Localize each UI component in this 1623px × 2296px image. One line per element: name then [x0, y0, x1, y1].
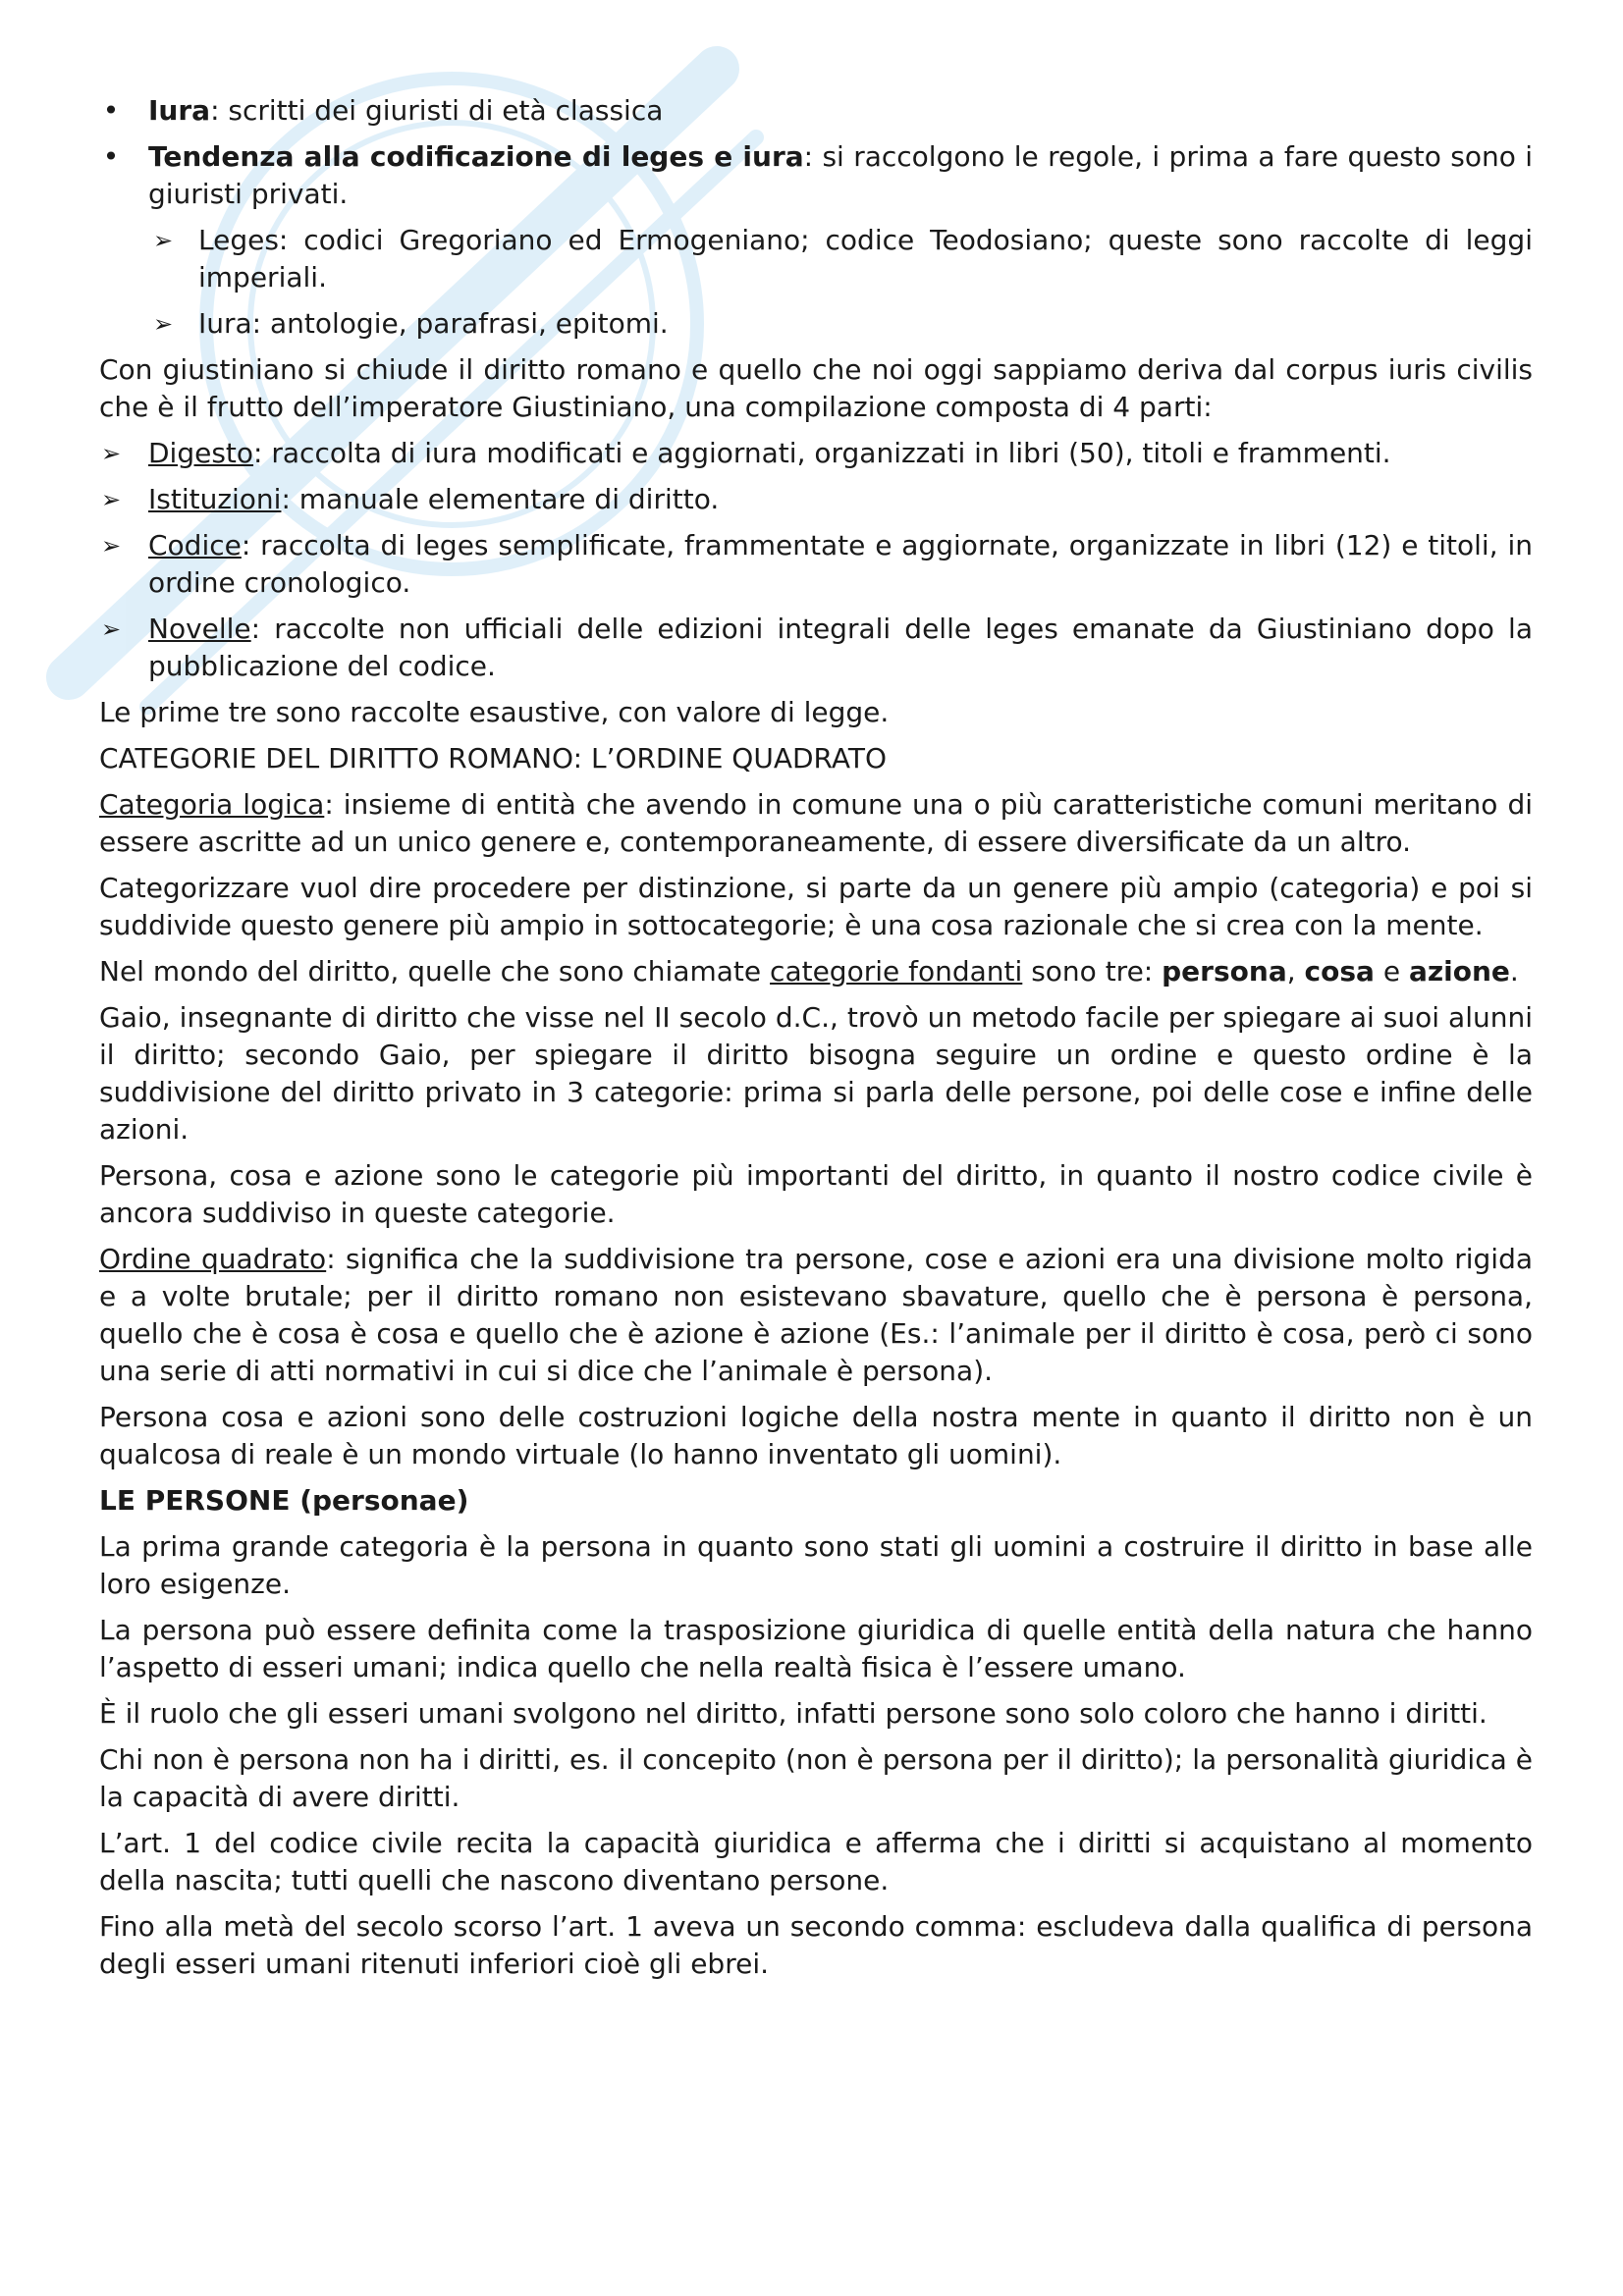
- term: Ordine quadrato: [99, 1243, 327, 1275]
- paragraph-costruzioni: Persona cosa e azioni sono delle costruzioni logiche della nostra mente in quanto il diritto non è un qualcosa di reale è un mondo virtuale (lo hanno inventato gli uomini).: [99, 1401, 1533, 1470]
- item-text: : raccolta di leges semplificate, frammentate e aggiornate, organizzate in libri (12) e titoli, in ordine cronologico.: [148, 529, 1533, 599]
- list-item-iura: [99, 92, 1533, 130]
- paragraph-categorizzare: Categorizzare vuol dire procedere per distinzione, si parte da un genere più ampio (categoria) e poi si suddivide questo genere più ampio in sottocategorie; è una cosa razionale che si crea con la mente.: [99, 872, 1533, 941]
- text-span: .: [1509, 955, 1519, 988]
- term: Iura: [148, 94, 211, 127]
- term: Digesto: [148, 437, 254, 469]
- list-item-novelle: [99, 611, 1533, 685]
- paragraph-ruolo: È il ruolo che gli esseri umani svolgono nel diritto, infatti persone sono solo coloro che hanno i diritti.: [99, 1697, 1488, 1730]
- arrow-bullet-icon: ➢: [100, 486, 122, 513]
- paragraph-persona-cosa: Persona, cosa e azione sono le categorie più importanti del diritto, in quanto il nostro codice civile è ancora suddiviso in queste categorie.: [99, 1159, 1533, 1229]
- term: Novelle: [148, 613, 251, 645]
- paragraph-text: : significa che la suddivisione tra persone, cose e azioni era una divisione molto rigida e a volte brutale; per il diritto romano non esistevano sbavature, quello che è persona è persona, quello che è cosa è cosa e quello che è azione è azione (Es.: l’animale per il diritto è cosa, però ci sono una serie di atti normativi in cui si dice che l’animale è persona).: [99, 1243, 1534, 1387]
- heading-persone: LE PERSONE (personae): [99, 1484, 469, 1517]
- paragraph-definita: La persona può essere definita come la trasposizione giuridica di quelle entità della natura che hanno l’aspetto di esseri umani; indica quello che nella realtà fisica è l’essere umano.: [99, 1614, 1533, 1683]
- list-item-codice: [99, 527, 1533, 602]
- list-item-tendenza: [99, 138, 1533, 213]
- paragraph-ordine-quadrato: [99, 1241, 1533, 1390]
- term: Categoria logica: [99, 788, 325, 821]
- term: categorie fondanti: [770, 955, 1023, 988]
- text-span: ,: [1286, 955, 1305, 988]
- list-item-istituzioni: [99, 481, 1533, 518]
- paragraph-corpus: Con giustiniano si chiude il diritto romano e quello che noi oggi sappiamo deriva dal corpus iuris civilis che è il frutto dell’imperatore Giustiniano, una compilazione composta di 4 parti:: [99, 353, 1533, 423]
- text-span: sono tre:: [1022, 955, 1163, 988]
- bold-cosa: cosa: [1304, 955, 1375, 988]
- arrow-bullet-icon: ➢: [100, 440, 122, 467]
- paragraph-prima-grande: La prima grande categoria è la persona in quanto sono stati gli uomini a costruire il diritto in base alle loro esigenze.: [99, 1530, 1533, 1600]
- item-text: Iura: antologie, parafrasi, epitomi.: [198, 307, 669, 340]
- document-page: [99, 92, 1533, 1992]
- bullet-icon: •: [102, 140, 120, 173]
- list-item-digesto: [99, 435, 1533, 472]
- item-text: : raccolta di iura modificati e aggiornati, organizzati in libri (50), titoli e frammenti.: [253, 437, 1391, 469]
- paragraph-prime-tre: Le prime tre sono raccolte esaustive, con valore di legge.: [99, 696, 890, 728]
- item-text: : si raccolgono le regole, i prima a fare questo sono i giuristi privati.: [148, 140, 1533, 210]
- arrow-bullet-icon: ➢: [152, 310, 174, 338]
- heading-categorie: CATEGORIE DEL DIRITTO ROMANO: L’ORDINE QUADRATO: [99, 742, 887, 774]
- term: Codice: [148, 529, 242, 561]
- arrow-bullet-icon: ➢: [152, 227, 174, 254]
- term: Tendenza alla codificazione di leges e iura: [148, 140, 804, 173]
- paragraph-chi-non: Chi non è persona non ha i diritti, es. il concepito (non è persona per il diritto); la personalità giuridica è la capacità di avere diritti.: [99, 1743, 1533, 1813]
- bullet-icon: •: [102, 94, 120, 127]
- paragraph-categoria-logica: [99, 786, 1533, 861]
- item-text: : raccolte non ufficiali delle edizioni integrali delle leges emanate da Giustiniano dopo la pubblicazione del codice.: [148, 613, 1533, 682]
- paragraph-art1: L’art. 1 del codice civile recita la capacità giuridica e afferma che i diritti si acquistano al momento della nascita; tutti quelli che nascono diventano persone.: [99, 1827, 1533, 1896]
- bold-persona: persona: [1162, 955, 1287, 988]
- text-span: Nel mondo del diritto, quelle che sono chiamate: [99, 955, 771, 988]
- paragraph-categorie-fondanti: [99, 953, 1533, 990]
- bold-azione: azione: [1408, 955, 1510, 988]
- term: Istituzioni: [148, 483, 282, 515]
- text-span: e: [1374, 955, 1409, 988]
- list-item-leges: [99, 222, 1533, 296]
- arrow-bullet-icon: ➢: [100, 532, 122, 560]
- paragraph-text: : insieme di entità che avendo in comune una o più caratteristiche comuni meritano di essere ascritte ad un unico genere e, contemporaneamente, di essere diversificate da un altro.: [99, 788, 1533, 858]
- paragraph-fino: Fino alla metà del secolo scorso l’art. 1 aveva un secondo comma: escludeva dalla qualifica di persona degli esseri umani ritenuti inferiori cioè gli ebrei.: [99, 1910, 1533, 1980]
- item-text: : scritti dei giuristi di età classica: [210, 94, 664, 127]
- list-item-iura-antologie: [99, 305, 1533, 343]
- item-text: : manuale elementare di diritto.: [281, 483, 720, 515]
- paragraph-gaio: Gaio, insegnante di diritto che visse nel II secolo d.C., trovò un metodo facile per spiegare ai suoi alunni il diritto; secondo Gaio, per spiegare il diritto bisogna seguire un ordine e questo ordine è la suddivisione del diritto privato in 3 categorie: prima si parla delle persone, poi delle cose e infine delle azioni.: [99, 1001, 1533, 1146]
- item-text: Leges: codici Gregoriano ed Ermogeniano; codice Teodosiano; queste sono raccolte di leggi imperiali.: [198, 224, 1533, 294]
- arrow-bullet-icon: ➢: [100, 615, 122, 643]
